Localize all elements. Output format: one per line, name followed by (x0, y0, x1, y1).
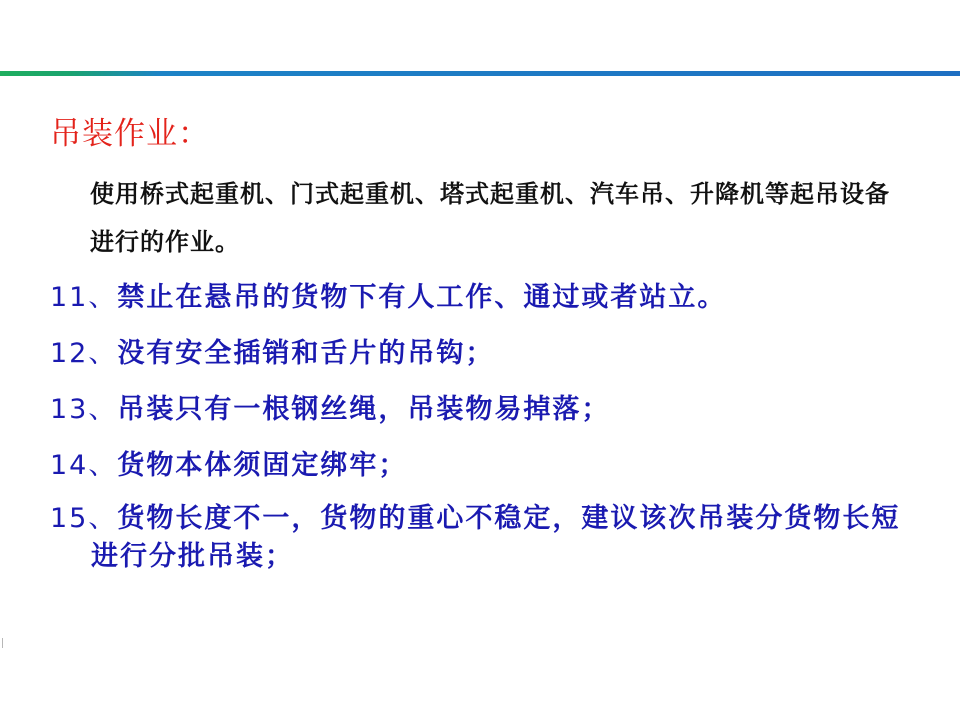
list-item-14 (50, 444, 910, 500)
edge-marker (2, 638, 3, 648)
slide-title: 吊装作业： (50, 116, 210, 152)
list-item-text: 禁止在悬吊的货物下有人工作、通过或者站立。 (117, 282, 727, 313)
list-item-12 (50, 332, 910, 388)
rule-list (50, 276, 910, 572)
list-item-number: 15、 (50, 503, 118, 534)
slide-description: 使用桥式起重机、门式起重机、塔式起重机、汽车吊、升降机等起吊设备进行的作业。 (90, 180, 890, 256)
header-divider (0, 71, 960, 76)
list-item-text: 货物本体须固定绑牢； (117, 450, 408, 481)
list-item-text: 货物长度不一，货物的重心不稳定，建议该次吊装分货物长短进行分批吊装； (91, 503, 901, 572)
list-item-13 (50, 388, 910, 444)
list-item-11 (50, 276, 910, 332)
list-item-number: 11、 (50, 282, 118, 313)
list-item-number: 14、 (50, 450, 118, 481)
list-item-15 (50, 500, 910, 572)
list-item-number: 12、 (50, 338, 118, 369)
list-item-text: 吊装只有一根钢丝绳，吊装物易掉落； (117, 394, 611, 425)
list-item-number: 13、 (50, 394, 118, 425)
list-item-text: 没有安全插销和舌片的吊钩； (117, 338, 495, 369)
